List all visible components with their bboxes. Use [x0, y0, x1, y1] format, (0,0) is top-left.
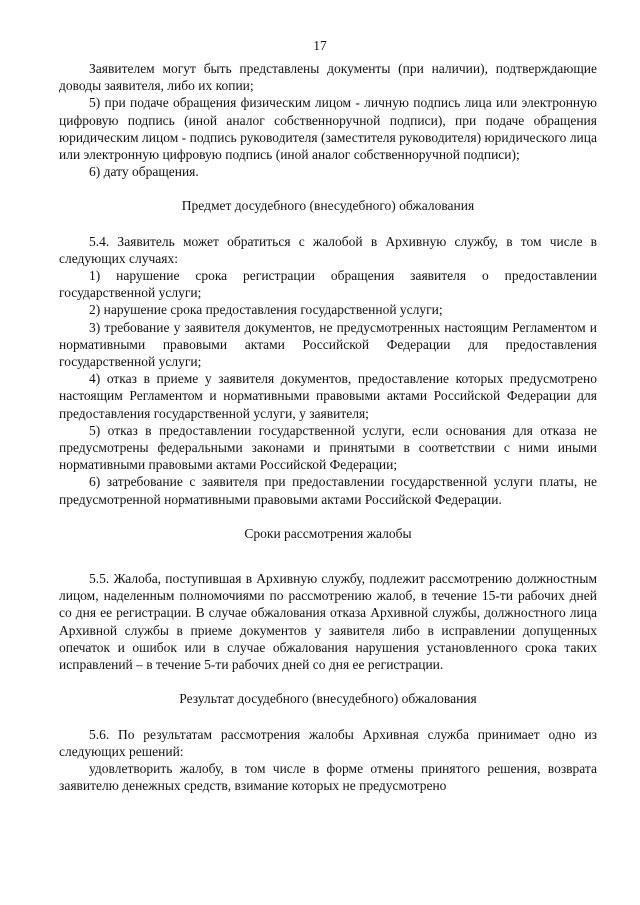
list-item: 1) нарушение срока регистрации обращения заявителя о предоставлении государственной услуги;	[59, 268, 597, 301]
paragraph: 5.5. Жалоба, поступившая в Архивную службу, подлежит рассмотрению должностным лицом, наделенным полномочиями по рассмотрению жалоб, в течение 15-ти рабочих дней со дня ее регистрации. В случае обжалования отказа Архивной службы, должностного лица Архивной службы в приеме документов у заявителя либо в исправлении допущенных опечаток и ошибок или в случае обжалования нарушения установленного срока таких исправлений – в течение 5-ти рабочих дней со дня ее регистрации.	[59, 571, 597, 673]
list-item: 6) затребование с заявителя при предоставлении государственной услуги платы, не предусмотренной нормативными правовыми актами Российской Федерации.	[59, 474, 597, 507]
document-body	[59, 60, 597, 794]
paragraph: 5.4. Заявитель может обратиться с жалобой в Архивную службу, в том числе в следующих случаях:	[59, 233, 597, 266]
list-item: 4) отказ в приеме у заявителя документов, предоставление которых предусмотрено настоящим Регламентом и нормативными правовыми актами Российской Федерации для предоставления государственной услуги, у заявителя;	[59, 371, 597, 421]
paragraph: Заявителем могут быть представлены документы (при наличии), подтверждающие доводы заявителя, либо их копии;	[59, 61, 597, 94]
paragraph: 5) при подаче обращения физическим лицом - личную подпись лица или электронную цифровую подпись (иной аналог собственноручной подписи), при подаче обращения юридическим лицом - подпись руководителя (заместителя руководителя) юридического лица или электронную цифровую подпись (иной аналог собственноручной подписи);	[59, 95, 597, 163]
paragraph: 5.6. По результатам рассмотрения жалобы Архивная служба принимает одно из следующих решений:	[59, 726, 597, 759]
page-number: 17	[313, 38, 327, 53]
paragraph: 6) дату обращения.	[89, 164, 199, 180]
list-item: 5) отказ в предоставлении государственной услуги, если основания для отказа не предусмотрены федеральными законами и принятыми в соответствии с ними иными нормативными правовыми актами Российской Федерации;	[59, 422, 597, 473]
list-item: 3) требование у заявителя документов, не предусмотренных настоящим Регламентом и нормативными правовыми актами Российской Федерации для предоставления государственной услуги;	[59, 319, 597, 370]
list-item: 2) нарушение срока предоставления государственной услуги;	[89, 302, 443, 318]
section-heading-subject: Предмет досудебного (внесудебного) обжалования	[181, 198, 475, 214]
paragraph: удовлетворить жалобу, в том числе в форме отмены принятого решения, возврата заявителю денежных средств, взимание которых не предусмотрено	[59, 760, 597, 794]
section-heading-result: Результат досудебного (внесудебного) обжалования	[179, 691, 477, 707]
section-heading-terms: Сроки рассмотрения жалобы	[244, 525, 412, 541]
